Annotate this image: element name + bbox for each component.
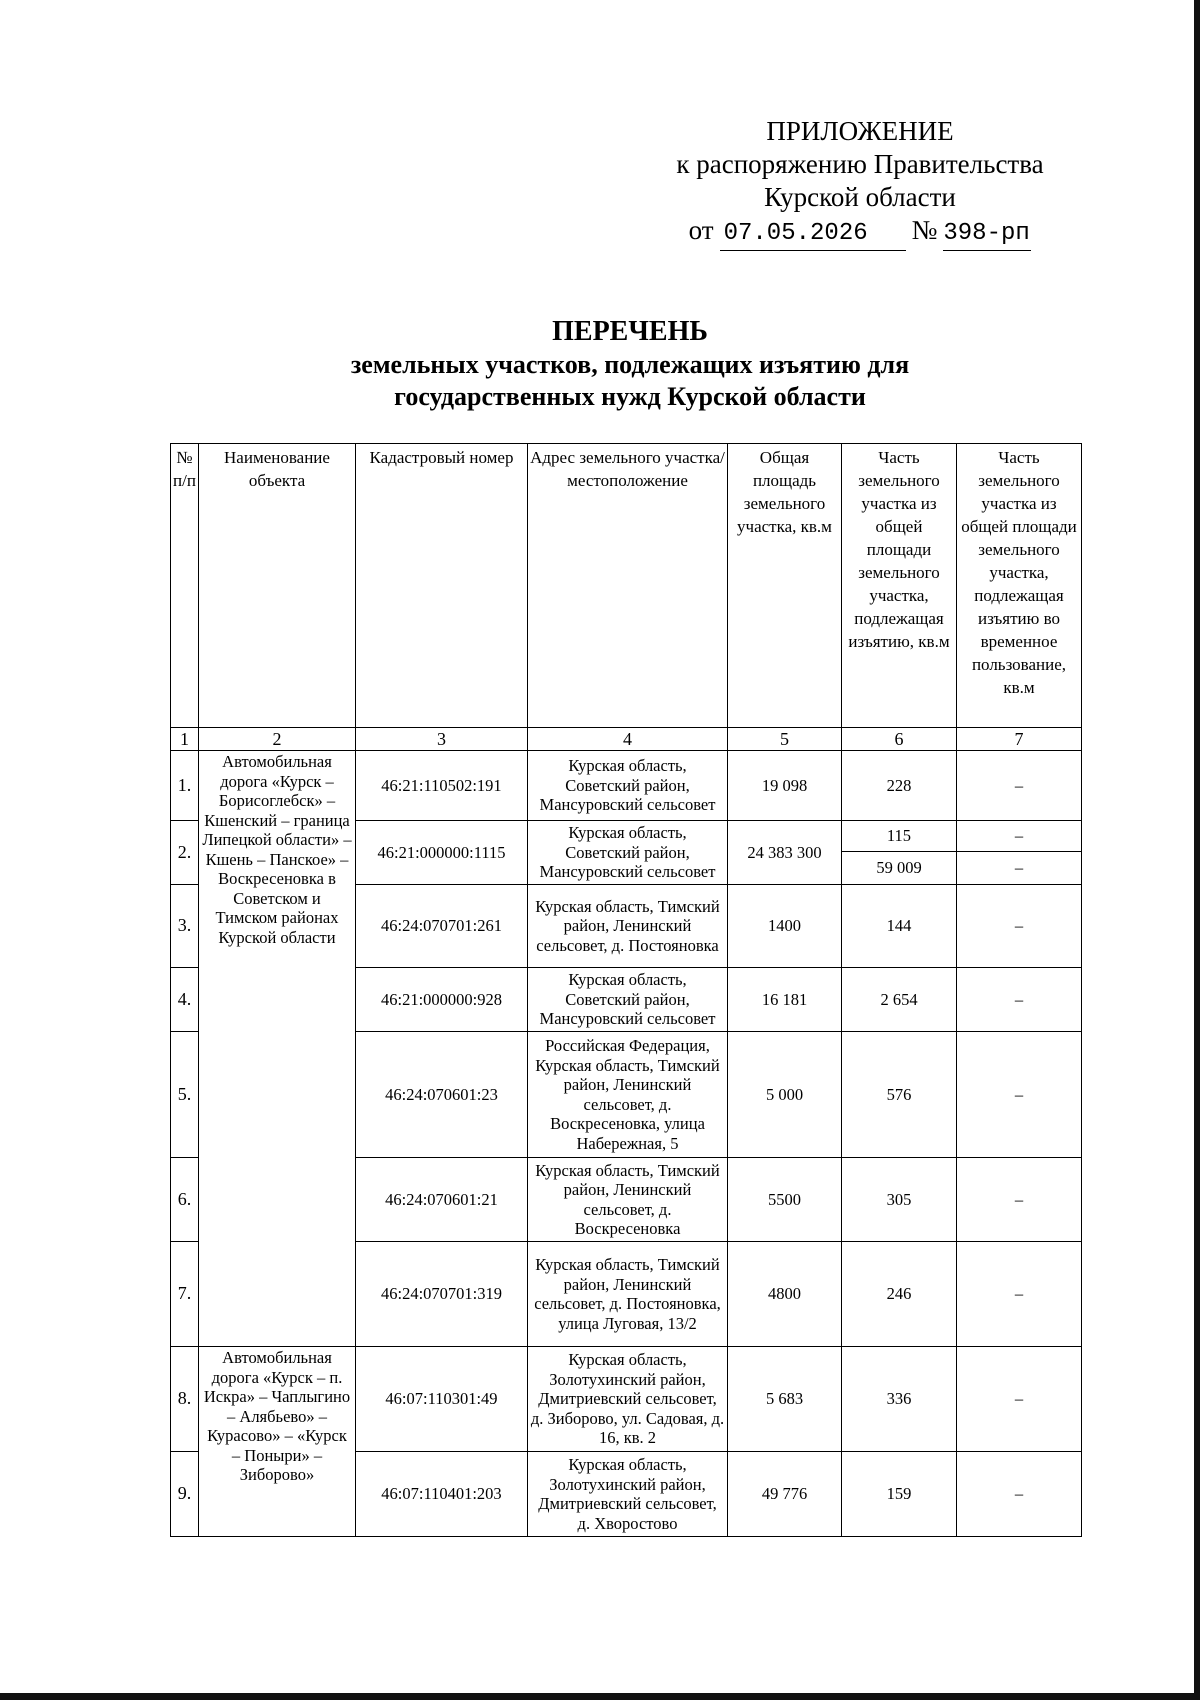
col-index: 3 <box>356 728 528 751</box>
row-number: 2. <box>171 821 199 885</box>
plot-address: Курская область, Тимский район, Ленинский сельсовет, д. Воскресеновка <box>528 1158 728 1242</box>
cadastral-number: 46:24:070701:319 <box>356 1242 528 1347</box>
col-index: 2 <box>199 728 356 751</box>
plot-address: Курская область, Советский район, Мансуровский сельсовет <box>528 751 728 821</box>
seized-area: 59 009 <box>842 852 957 885</box>
col-header-cadastral: Кадастровый номер <box>356 444 528 728</box>
total-area: 5500 <box>728 1158 842 1242</box>
col-index: 6 <box>842 728 957 751</box>
cadastral-number: 46:24:070601:23 <box>356 1032 528 1158</box>
temporary-area: – <box>957 885 1082 968</box>
seized-area: 159 <box>842 1452 957 1537</box>
title-main: ПЕРЕЧЕНЬ <box>552 316 708 347</box>
col-header-number: № п/п <box>171 444 199 728</box>
row-number: 9. <box>171 1452 199 1537</box>
col-index: 5 <box>728 728 842 751</box>
cadastral-number: 46:21:110502:191 <box>356 751 528 821</box>
order-date: 07.05.2026 <box>720 217 906 251</box>
plot-address: Курская область, Золотухинский район, Дмитриевский сельсовет, д. Хворостово <box>528 1452 728 1537</box>
col-header-seized-area: Часть земельного участка из общей площади земельного участка, подлежащая изъятию, кв.м <box>842 444 957 728</box>
col-index: 7 <box>957 728 1082 751</box>
temporary-area: – <box>957 968 1082 1032</box>
cadastral-number: 46:07:110301:49 <box>356 1347 528 1452</box>
col-header-total-area: Общая площадь земельного участка, кв.м <box>728 444 842 728</box>
cadastral-number: 46:07:110401:203 <box>356 1452 528 1537</box>
col-index: 1 <box>171 728 199 751</box>
column-index-row <box>171 728 1082 751</box>
header-row <box>171 444 1082 728</box>
row-number: 6. <box>171 1158 199 1242</box>
total-area: 16 181 <box>728 968 842 1032</box>
total-area: 5 000 <box>728 1032 842 1158</box>
row-number: 5. <box>171 1032 199 1158</box>
cadastral-number: 46:24:070601:21 <box>356 1158 528 1242</box>
object-name: Автомобильная дорога «Курск – п. Искра» – Чаплыгино – Алябьево» – Курасово» – «Курск – Поныри» – Зиборово» <box>199 1347 356 1537</box>
col-header-object: Наименование объекта <box>199 444 356 728</box>
document-title <box>170 315 1090 413</box>
appendix-block <box>640 115 1080 251</box>
temporary-area: – <box>957 1347 1082 1452</box>
plot-address: Российская Федерация, Курская область, Тимский район, Ленинский сельсовет, д. Воскресеновка, улица Набережная, 5 <box>528 1032 728 1158</box>
temporary-area: – <box>957 852 1082 885</box>
seized-area: 246 <box>842 1242 957 1347</box>
row-number: 4. <box>171 968 199 1032</box>
plot-address: Курская область, Золотухинский район, Дмитриевский сельсовет, д. Зиборово, ул. Садовая, д. 16, кв. 2 <box>528 1347 728 1452</box>
row-number: 7. <box>171 1242 199 1347</box>
row-number: 1. <box>171 751 199 821</box>
plot-address: Курская область, Советский район, Мансуровский сельсовет <box>528 968 728 1032</box>
order-number: 398-рп <box>943 217 1031 251</box>
scan-edge-bottom <box>0 1693 1200 1700</box>
temporary-area: – <box>957 751 1082 821</box>
date-number-line <box>640 214 1080 251</box>
temporary-area: – <box>957 1158 1082 1242</box>
temporary-area: – <box>957 1242 1082 1347</box>
plot-address: Курская область, Тимский район, Ленинский сельсовет, д. Постояновка, улица Луговая, 13/2 <box>528 1242 728 1347</box>
table-row <box>171 1347 1082 1452</box>
row-number: 3. <box>171 885 199 968</box>
cadastral-number: 46:24:070701:261 <box>356 885 528 968</box>
region-line: Курской области <box>764 182 956 212</box>
table-row <box>171 751 1082 821</box>
order-line: к распоряжению Правительства <box>676 149 1044 179</box>
scan-edge-right <box>1194 0 1200 1700</box>
temporary-area: – <box>957 821 1082 852</box>
seized-area: 228 <box>842 751 957 821</box>
total-area: 49 776 <box>728 1452 842 1537</box>
seized-area: 144 <box>842 885 957 968</box>
total-area: 1400 <box>728 885 842 968</box>
land-plots-table <box>170 443 1082 1537</box>
total-area: 4800 <box>728 1242 842 1347</box>
total-area: 19 098 <box>728 751 842 821</box>
title-sub-2: государственных нужд Курской области <box>394 382 866 411</box>
total-area: 24 383 300 <box>728 821 842 885</box>
total-area: 5 683 <box>728 1347 842 1452</box>
title-sub-1: земельных участков, подлежащих изъятию для <box>350 350 910 379</box>
temporary-area: – <box>957 1032 1082 1158</box>
cadastral-number: 46:21:000000:928 <box>356 968 528 1032</box>
col-index: 4 <box>528 728 728 751</box>
col-header-address: Адрес земельного участка/ местоположение <box>528 444 728 728</box>
seized-area: 576 <box>842 1032 957 1158</box>
appendix-label: ПРИЛОЖЕНИЕ <box>766 116 954 146</box>
plot-address: Курская область, Советский район, Мансуровский сельсовет <box>528 821 728 885</box>
seized-area: 336 <box>842 1347 957 1452</box>
object-name: Автомобильная дорога «Курск – Борисоглебск» – Кшенский – граница Липецкой области» – Кшень – Панское» – Воскресеновка в Советском и Тимском районах Курской области <box>199 751 356 1347</box>
seized-area: 115 <box>842 821 957 852</box>
cadastral-number: 46:21:000000:1115 <box>356 821 528 885</box>
plot-address: Курская область, Тимский район, Ленинский сельсовет, д. Постояновка <box>528 885 728 968</box>
temporary-area: – <box>957 1452 1082 1537</box>
row-number: 8. <box>171 1347 199 1452</box>
seized-area: 2 654 <box>842 968 957 1032</box>
seized-area: 305 <box>842 1158 957 1242</box>
col-header-temporary-area: Часть земельного участка из общей площади земельного участка, подлежащая изъятию во временное пользование, кв.м <box>957 444 1082 728</box>
number-prefix: № <box>911 215 938 245</box>
date-prefix: от <box>688 215 714 245</box>
